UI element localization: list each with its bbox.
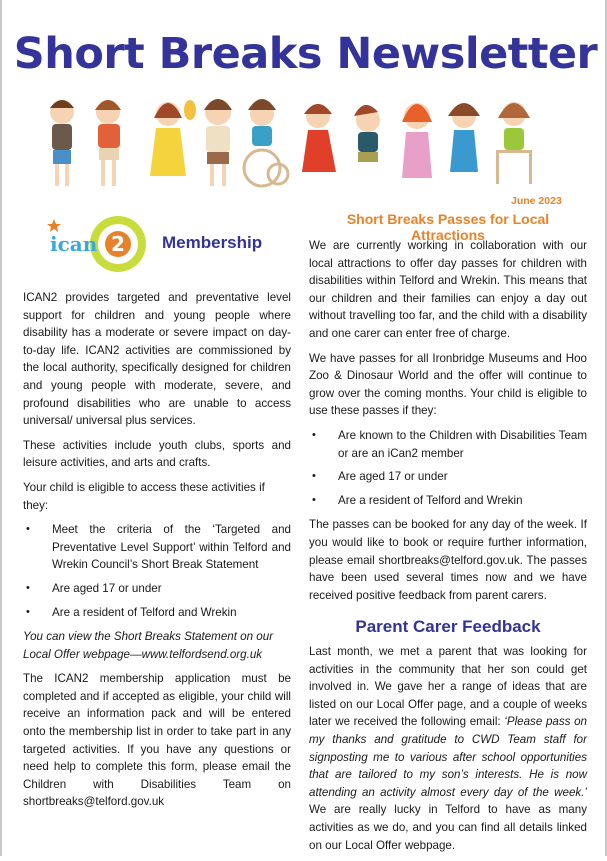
- membership-heading: Membership: [162, 233, 263, 252]
- passes-eligibility-list: [309, 427, 587, 509]
- child-figure: [402, 103, 432, 178]
- passes-paragraph: We have passes for all Ironbridge Museums and Hoo Zoo & Dinosaur World and the offer will continue to grow over the coming months. Your child is eligible to use these passes if they:: [309, 351, 587, 418]
- eligibility-intro: Your child is eligible to access these activities if they:: [23, 480, 265, 512]
- passes-heading: Short Breaks Passes for Local Attractions: [346, 211, 550, 243]
- list-item: • Are a resident of Telford and Wrekin: [309, 492, 587, 510]
- child-figure: [150, 102, 186, 176]
- membership-closing: The ICAN2 membership application must be completed and if accepted as eligible, your child will receive an information pack and will be entered onto the membership list in order to take part in any targeted activities. If you have any questions or need help to complete this form, please email the Children with Disabilities Team on shortbreaks@telford.gov.uk: [23, 672, 291, 809]
- child-figure: [302, 104, 336, 172]
- svg-text:2: 2: [111, 232, 125, 256]
- list-item: • Meet the criteria of the ‘Targeted and Preventative Level Support’ within Telford and Wrekin Council’s Short Break Statement: [26, 523, 291, 572]
- bullet-icon: •: [26, 605, 30, 618]
- bullet-icon: •: [312, 470, 316, 483]
- list-item: • Are aged 17 or under: [309, 468, 587, 486]
- bullet-icon: •: [26, 581, 30, 594]
- bullet-icon: •: [26, 523, 30, 536]
- newsletter-title: Short Breaks Newsletter: [13, 29, 598, 79]
- feedback-paragraph: Last month, we met a parent that was looking for activities in the community that her son could get involved in. We gave her a range of ideas that are listed on our Local Offer page, and a couple of weeks later we received the following email: ‘Please pass on my thanks and gratitude to CWD Team staff for signposting me to various after school opportunities that are tailored to my son’s interests. He is now attending an activity almost every day of the week.’ We are really lucky in Telford to have as many activities as we do, and you can find all details linked on our Local Offer webpage.: [309, 645, 587, 852]
- svg-text:ican: ican: [50, 232, 98, 256]
- list-item: • Are aged 17 or under: [23, 580, 291, 598]
- list-item: • Are a resident of Telford and Wrekin: [23, 604, 291, 622]
- membership-paragraph: ICAN2 provides targeted and preventative level support for children and young people where disability has a moderate or severe impact on day-to-day life. ICAN2 activities are commissioned by the local authority, specifically designed for children and young people with moderate, severe, and profound disabilities who are unable to access universal/ universal plus services.: [23, 291, 291, 428]
- list-item: • Are known to the Children with Disabilities Team or are an iCan2 member: [312, 428, 587, 460]
- bullet-icon: •: [312, 493, 316, 506]
- feedback-quote: ‘Please pass on my thanks and gratitude to CWD Team staff for signposting me to various after school opportunities that are tailored to my son’s interests. He is now attending an activity almost every day of the week.’: [309, 715, 587, 799]
- statement-link-note[interactable]: You can view the Short Breaks Statement on our Local Offer webpage—www.telfordsend.org.uk: [23, 630, 274, 661]
- child-in-wheelchair: [244, 99, 288, 186]
- child-figure: [184, 99, 232, 186]
- bullet-icon: •: [312, 428, 316, 441]
- child-figure: [354, 105, 380, 162]
- child-in-wheelchair: [496, 102, 532, 184]
- issue-date: June 2023: [511, 195, 562, 207]
- passes-closing: The passes can be booked for any day of the week. If you would like to book or require further information, please email shortbreaks@telford.gov.uk. The passes have been used several times now and we have received positive feedback from parent carers.: [309, 518, 587, 602]
- passes-section: [309, 237, 587, 611]
- eligibility-list: [23, 521, 291, 621]
- membership-paragraph: These activities include youth clubs, sports and leisure activities, and arts and crafts.: [23, 438, 291, 470]
- passes-paragraph: We are currently working in collaboration with our local attractions to offer day passes for children with disabilities within Telford and Wrekin. This means that our children and their families can enjoy a day out without travelling too far, and the child with a disability and one carer can enter free of charge.: [309, 239, 587, 340]
- feedback-section: [309, 643, 587, 861]
- feedback-heading: Parent Carer Feedback: [355, 617, 541, 636]
- ican2-logo: [46, 213, 150, 275]
- membership-section: [23, 289, 291, 818]
- child-figure: [50, 100, 74, 186]
- child-figure: [95, 100, 121, 186]
- child-figure: [448, 103, 480, 172]
- children-illustration: [40, 92, 570, 192]
